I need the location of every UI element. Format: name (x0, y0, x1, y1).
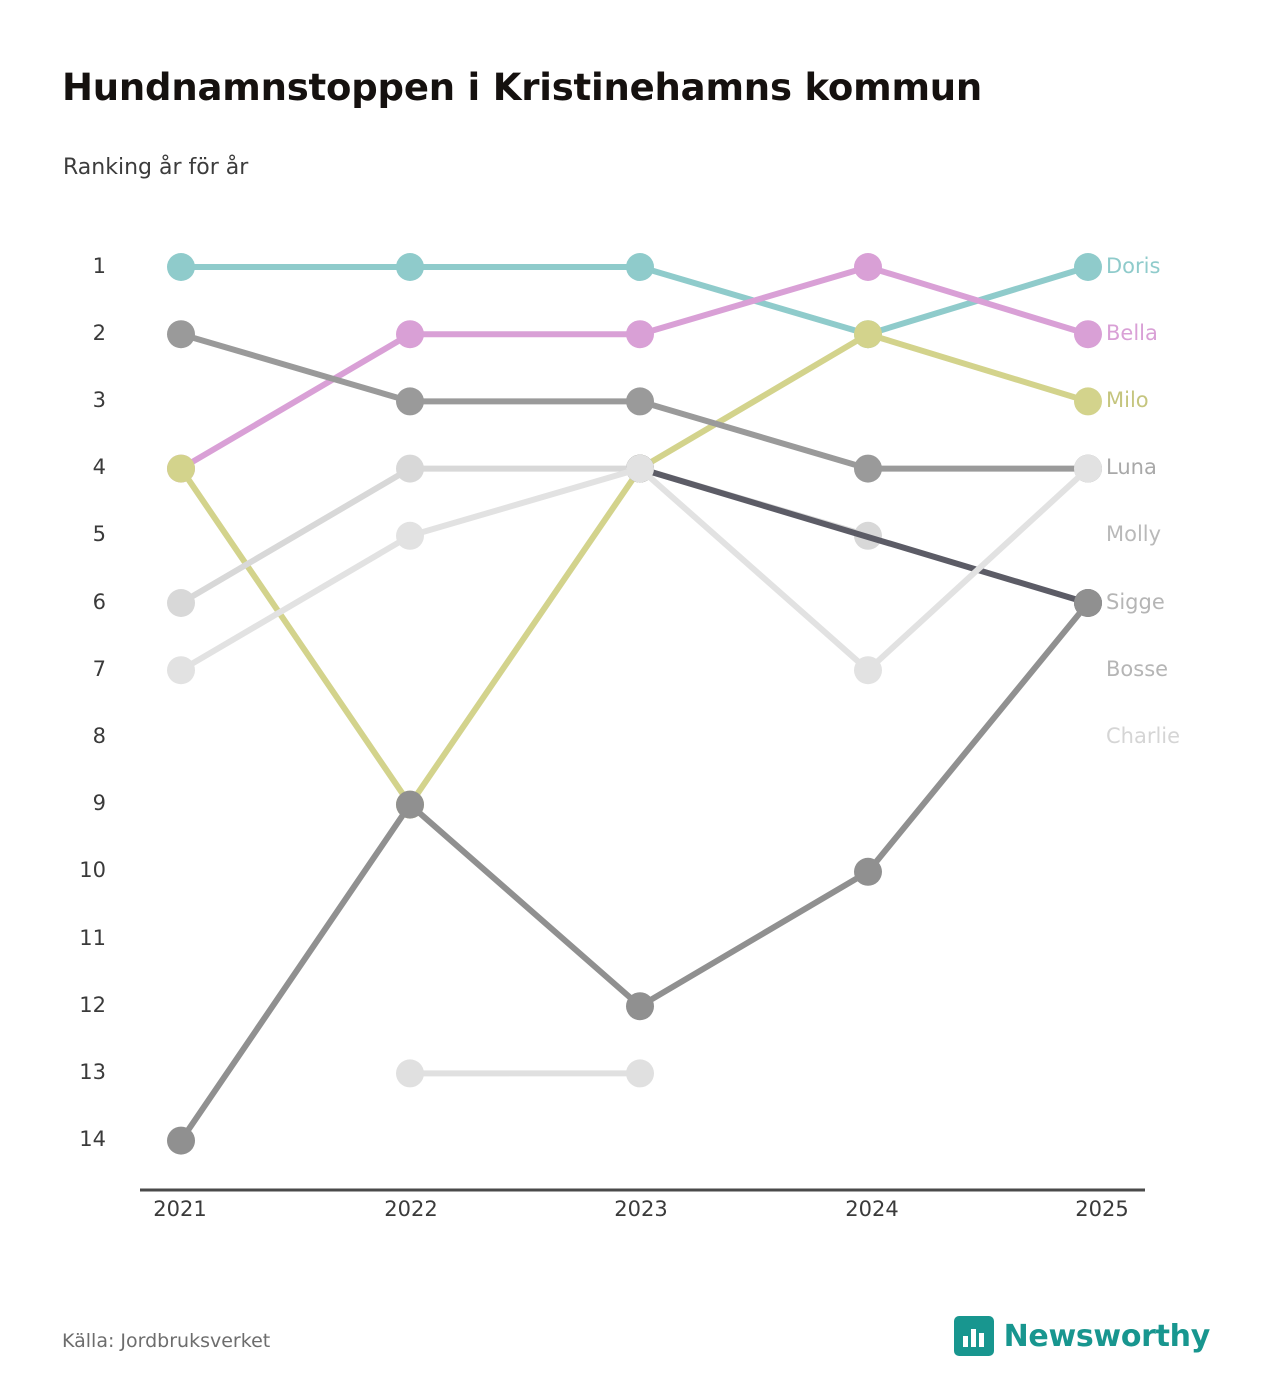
y-tick-2: 2 (92, 321, 106, 345)
y-tick-12: 12 (79, 993, 106, 1017)
y-tick-6: 6 (92, 590, 106, 614)
data-point[interactable] (396, 522, 424, 550)
data-point[interactable] (854, 656, 882, 684)
data-point[interactable] (1074, 455, 1102, 483)
page-title: Hundnamnstoppen i Kristinehamns kommun (62, 66, 983, 109)
data-point[interactable] (854, 858, 882, 886)
data-point[interactable] (626, 1059, 654, 1087)
x-tick-2025: 2025 (1075, 1197, 1129, 1221)
data-point[interactable] (1074, 387, 1102, 415)
data-point[interactable] (167, 656, 195, 684)
data-point[interactable] (626, 992, 654, 1020)
data-point[interactable] (626, 320, 654, 348)
data-point[interactable] (1074, 253, 1102, 281)
page-subtitle: Ranking år för år (63, 155, 249, 180)
y-tick-8: 8 (92, 724, 106, 748)
series-line-bosse (181, 603, 1088, 1141)
series-label-sigge: Sigge (1106, 590, 1165, 614)
data-point[interactable] (1074, 320, 1102, 348)
data-point[interactable] (626, 387, 654, 415)
brand-name: Newsworthy (1003, 1318, 1210, 1354)
series-layer (167, 253, 1102, 1155)
y-tick-4: 4 (92, 455, 106, 479)
y-tick-9: 9 (92, 791, 106, 815)
x-tick-2024: 2024 (845, 1197, 899, 1221)
y-tick-5: 5 (92, 522, 106, 546)
series-line-bella (181, 267, 1088, 469)
series-label-charlie: Charlie (1106, 724, 1181, 748)
series-line-sigge (640, 469, 1088, 603)
data-point[interactable] (396, 387, 424, 415)
data-point[interactable] (167, 589, 195, 617)
data-point[interactable] (626, 455, 654, 483)
y-tick-7: 7 (92, 657, 106, 681)
data-point[interactable] (167, 455, 195, 483)
data-point[interactable] (396, 320, 424, 348)
data-point[interactable] (396, 1059, 424, 1087)
series-line-charlie (181, 469, 1088, 671)
x-tick-2021: 2021 (153, 1197, 207, 1221)
y-tick-14: 14 (79, 1127, 106, 1151)
y-tick-1: 1 (92, 254, 106, 278)
series-label-milo: Milo (1106, 388, 1149, 412)
series-label-bosse: Bosse (1106, 657, 1169, 681)
data-point[interactable] (854, 320, 882, 348)
series-label-bella: Bella (1106, 321, 1158, 345)
y-tick-13: 13 (79, 1060, 106, 1084)
y-tick-10: 10 (79, 858, 106, 882)
brand-logo (954, 1316, 1210, 1356)
source-note: Källa: Jordbruksverket (62, 1330, 271, 1352)
data-point[interactable] (167, 253, 195, 281)
y-tick-11: 11 (79, 926, 106, 950)
data-point[interactable] (396, 455, 424, 483)
x-tick-2022: 2022 (384, 1197, 438, 1221)
data-point[interactable] (167, 320, 195, 348)
data-point[interactable] (854, 455, 882, 483)
series-label-doris: Doris (1106, 254, 1161, 278)
series-label-luna: Luna (1106, 455, 1157, 479)
x-tick-2023: 2023 (614, 1197, 668, 1221)
data-point[interactable] (167, 1127, 195, 1155)
data-point[interactable] (626, 253, 654, 281)
series-label-molly: Molly (1106, 522, 1162, 546)
newsworthy-bars-icon (954, 1316, 994, 1356)
y-tick-3: 3 (92, 388, 106, 412)
data-point[interactable] (396, 253, 424, 281)
data-point[interactable] (1074, 589, 1102, 617)
data-point[interactable] (396, 791, 424, 819)
data-point[interactable] (854, 253, 882, 281)
